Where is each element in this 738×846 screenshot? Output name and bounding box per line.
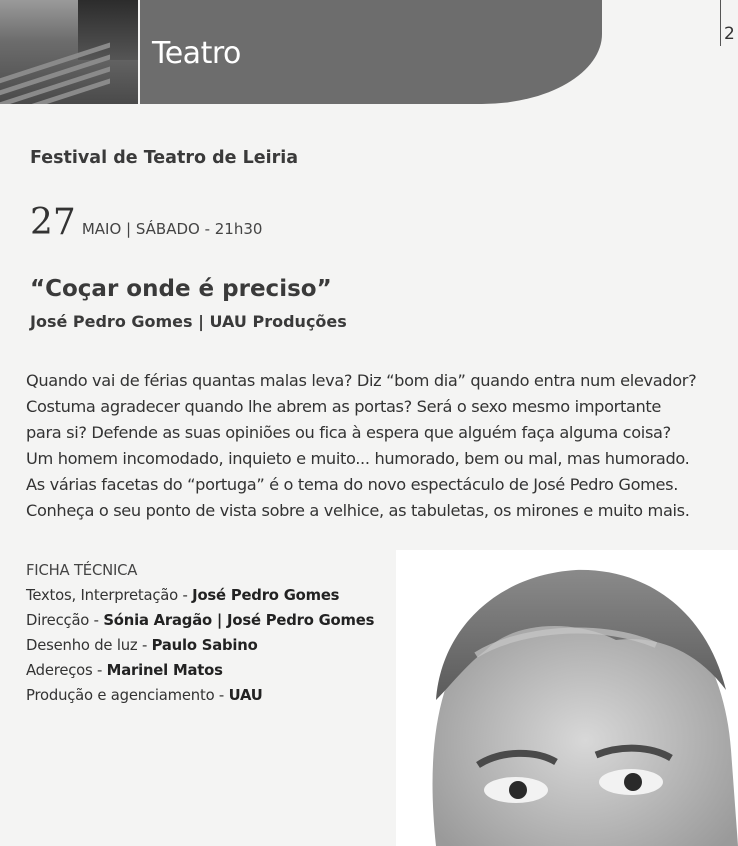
credits-heading: FICHA TÉCNICA — [26, 562, 138, 579]
credit-name: Marinel Matos — [106, 662, 223, 679]
show-title: “Coçar onde é preciso” — [30, 276, 332, 302]
credit-name: José Pedro Gomes — [192, 587, 340, 604]
credit-role: Textos, Interpretação - — [26, 587, 193, 604]
portrait-illustration — [396, 550, 738, 846]
description-line: Costuma agradecer quando lhe abrem as portas? Será o sexo mesmo importante — [26, 397, 662, 416]
credit-name: UAU — [228, 687, 263, 704]
show-description — [26, 368, 736, 524]
date-day: 27 — [30, 202, 76, 243]
credit-row — [26, 683, 374, 708]
description-line: Conheça o seu ponto de vista sobre a velhice, as tabuletas, os mirones e muito mais. — [26, 501, 690, 520]
credit-row — [26, 633, 374, 658]
header-band — [0, 0, 738, 104]
credit-role: Adereços - — [26, 662, 107, 679]
credit-role: Produção e agenciamento - — [26, 687, 229, 704]
description-line: Quando vai de férias quantas malas leva? Diz “bom dia” quando entra num elevador? — [26, 371, 697, 390]
credit-role: Direcção - — [26, 612, 104, 629]
description-line: para si? Defende as suas opiniões ou fica à espera que alguém faça alguma coisa? — [26, 423, 671, 442]
credit-row — [26, 658, 374, 683]
theatre-photo — [0, 0, 138, 104]
festival-name: Festival de Teatro de Leiria — [30, 148, 299, 168]
show-subtitle: José Pedro Gomes | UAU Produções — [30, 312, 347, 331]
description-line: Um homem incomodado, inquieto e muito... humorado, bem ou mal, mas humorado. — [26, 449, 690, 468]
date-detail: MAIO | SÁBADO - 21h30 — [81, 220, 263, 238]
page-number: 2 — [724, 24, 735, 44]
credit-row — [26, 583, 374, 608]
credits-block — [26, 558, 374, 708]
section-title: Teatro — [152, 36, 241, 71]
page-rule — [720, 0, 721, 46]
credit-name: Sónia Aragão | José Pedro Gomes — [103, 612, 375, 629]
credit-row — [26, 608, 374, 633]
description-line: As várias facetas do “portuga” é o tema do novo espectáculo de José Pedro Gomes. — [26, 475, 679, 494]
event-date — [30, 202, 262, 243]
credit-role: Desenho de luz - — [26, 637, 152, 654]
credit-name: Paulo Sabino — [151, 637, 258, 654]
portrait-photo — [396, 550, 738, 846]
